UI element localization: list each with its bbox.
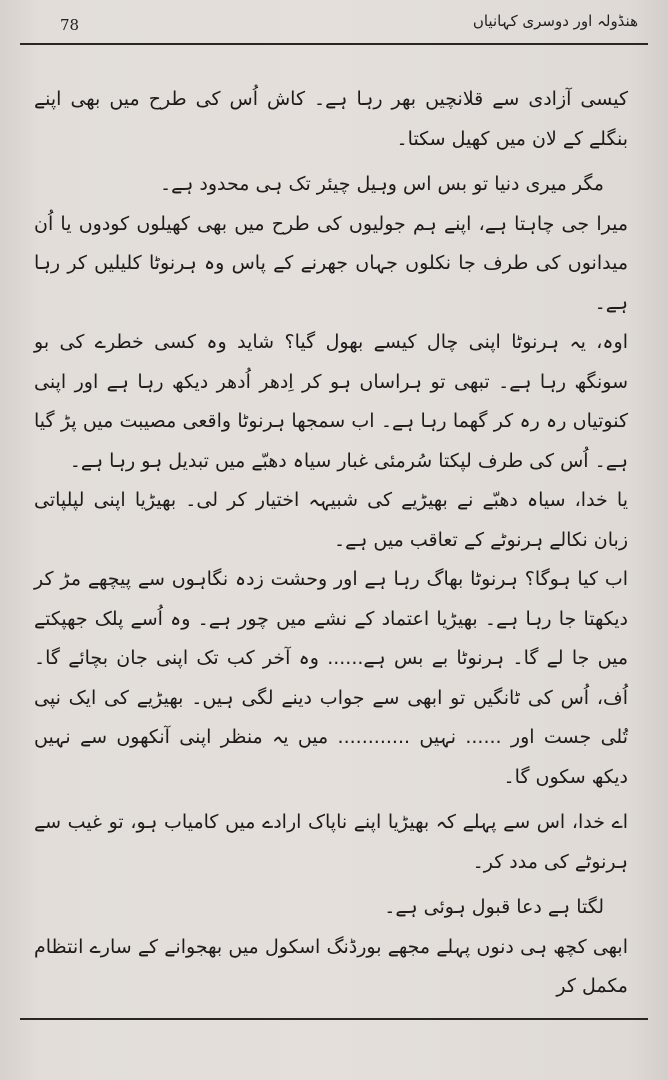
paragraph: کیسی آزادی سے قلانچیں بھر رہا ہے۔ کاش اُس کی طرح میں بھی اپنے بنگلے کے لان میں کھیل سکتا۔ xyxy=(34,88,628,150)
paragraph: لگتا ہے دعا قبول ہوئی ہے۔ xyxy=(384,896,604,918)
page-header xyxy=(20,12,646,42)
header-rule xyxy=(20,43,648,45)
body-text xyxy=(34,80,628,1007)
paragraph: ابھی کچھ ہی دنوں پہلے مجھے بورڈنگ اسکول میں بھجوانے کے سارے انتظام مکمل کر xyxy=(34,935,628,997)
paragraph: یا خدا، سیاہ دھبّے نے بھیڑیے کی شبیہہ اختیار کر لی۔ بھیڑیا اپنی لپلپاتی زبان نکالے ہرنوٹے کے تعاقب میں ہے۔ xyxy=(34,489,628,551)
paragraph: اب کیا ہوگا؟ ہرنوٹا بھاگ رہا ہے اور وحشت زدہ نگاہوں سے پیچھے مڑ کر دیکھتا جا رہا ہے۔ بھیڑیا اعتماد کے نشے میں چور ہے۔ وہ اُسے پلک جھپکتے میں جا لے گا۔ ہرنوٹا بے بس ہے...... وہ آخر کب تک اپنی جان بچائے گا۔ اُف، اُس کی ٹانگیں تو ابھی سے جواب دینے لگی ہیں۔ بھیڑیے کی ایک نپی تُلی جست اور ...... نہیں ............ میں یہ منظر اپنی آنکھوں سے نہیں دیکھ سکوں گا۔ xyxy=(34,568,628,788)
page-number: 78 xyxy=(60,16,80,34)
paragraph: اے خدا، اس سے پہلے کہ بھیڑیا اپنے ناپاک ارادے میں کامیاب ہو، تو غیب سے ہرنوٹے کی مدد کر۔ xyxy=(34,811,628,873)
paragraph: اوہ، یہ ہرنوٹا اپنی چال کیسے بھول گیا؟ شاید وہ کسی خطرے کی بو سونگھ رہا ہے۔ تبھی تو ہراساں ہو کر اِدھر اُدھر دیکھ رہا ہے اور اپنی کنوتیاں رہ رہ کر گھما رہا ہے۔ اب سمجھا ہرنوٹا واقعی مصیبت میں پڑ گیا ہے۔ اُس کی طرف لپکتا سُرمئی غبار سیاہ دھبّے میں تبدیل ہو رہا ہے۔ xyxy=(34,331,628,472)
running-title: ھنڈولہ اور دوسری کہانیاں xyxy=(472,12,638,30)
paragraph: میرا جی چاہتا ہے، اپنے ہم جولیوں کی طرح میں بھی کھیلوں کودوں یا اُن میدانوں کی طرف جا نکلوں جہاں جھرنے کے پاس وہ ہرنوٹا کلیلیں کر رہا ہے۔ xyxy=(34,212,628,314)
paragraph: مگر میری دنیا تو بس اس وہیل چیئر تک ہی محدود ہے۔ xyxy=(159,173,604,195)
footer-rule xyxy=(20,1018,648,1020)
